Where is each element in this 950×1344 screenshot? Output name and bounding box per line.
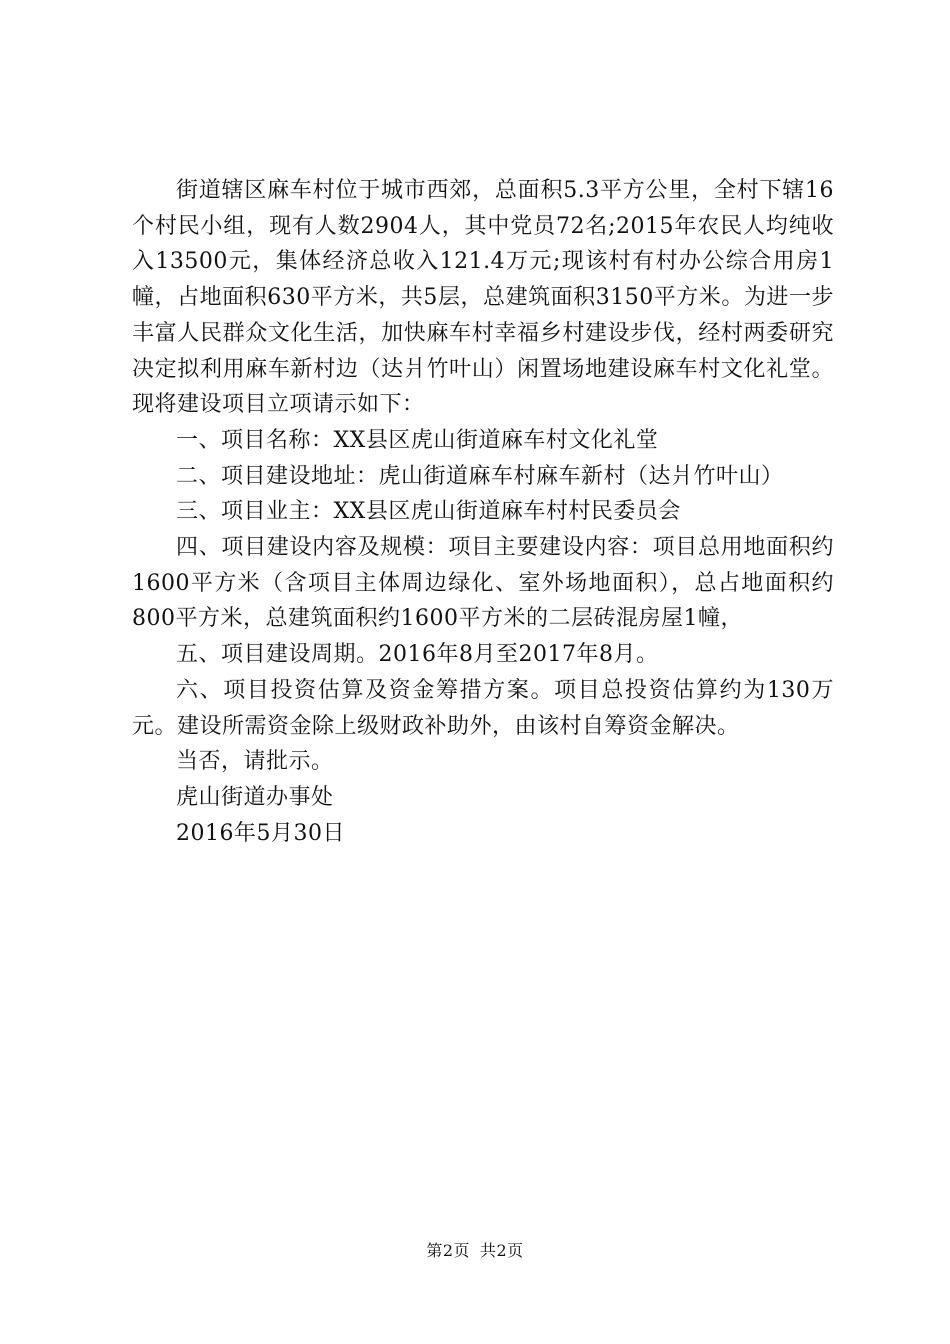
document-body <box>132 173 834 851</box>
paragraph-project-name: 一、项目名称：XX县区虎山街道麻车村文化礼堂 <box>176 427 659 453</box>
paragraph-project-investment: 六、项目投资估算及资金筹措方案。项目总投资估算约为130万元。建设所需资金除上级财政补助外，由该村自筹资金解决。 <box>132 677 834 739</box>
paragraph-project-owner: 三、项目业主：XX县区虎山街道麻车村村民委员会 <box>176 499 681 525</box>
paragraph-intro: 街道辖区麻车村位于城市西郊，总面积5.3平方公里，全村下辖16个村民小组，现有人数2904人，其中党员72名;2015年农民人均纯收入13500元，集体经济总收入121.4万元;现该村有村办公综合用房1幢，占地面积630平方米，共5层，总建筑面积3150平方米。为进一步丰富人民群众文化生活，加快麻车村幸福乡村建设步伐，经村两委研究决定拟利用麻车新村边（达爿竹叶山）闲置场地建设麻车村文化礼堂。现将建设项目立项请示如下： <box>132 178 834 418</box>
paragraph-project-address: 二、项目建设地址：虎山街道麻车村麻车新村（达爿竹叶山） <box>176 463 784 489</box>
paragraph-closing-request: 当否，请批示。 <box>176 749 334 775</box>
signature-date: 2016年5月30日 <box>176 820 345 846</box>
paragraph-project-period: 五、项目建设周期。2016年8月至2017年8月。 <box>176 642 659 668</box>
page-total: 共2页 <box>480 1241 524 1260</box>
signature-organization: 虎山街道办事处 <box>176 784 334 810</box>
page-footer <box>0 1241 950 1261</box>
paragraph-project-scope: 四、项目建设内容及规模：项目主要建设内容：项目总用地面积约1600平方米（含项目主体周边绿化、室外场地面积），总占地面积约800平方米，总建筑面积约1600平方米的二层砖混房屋1幢， <box>132 535 834 632</box>
page-number: 第2页 <box>426 1241 470 1260</box>
